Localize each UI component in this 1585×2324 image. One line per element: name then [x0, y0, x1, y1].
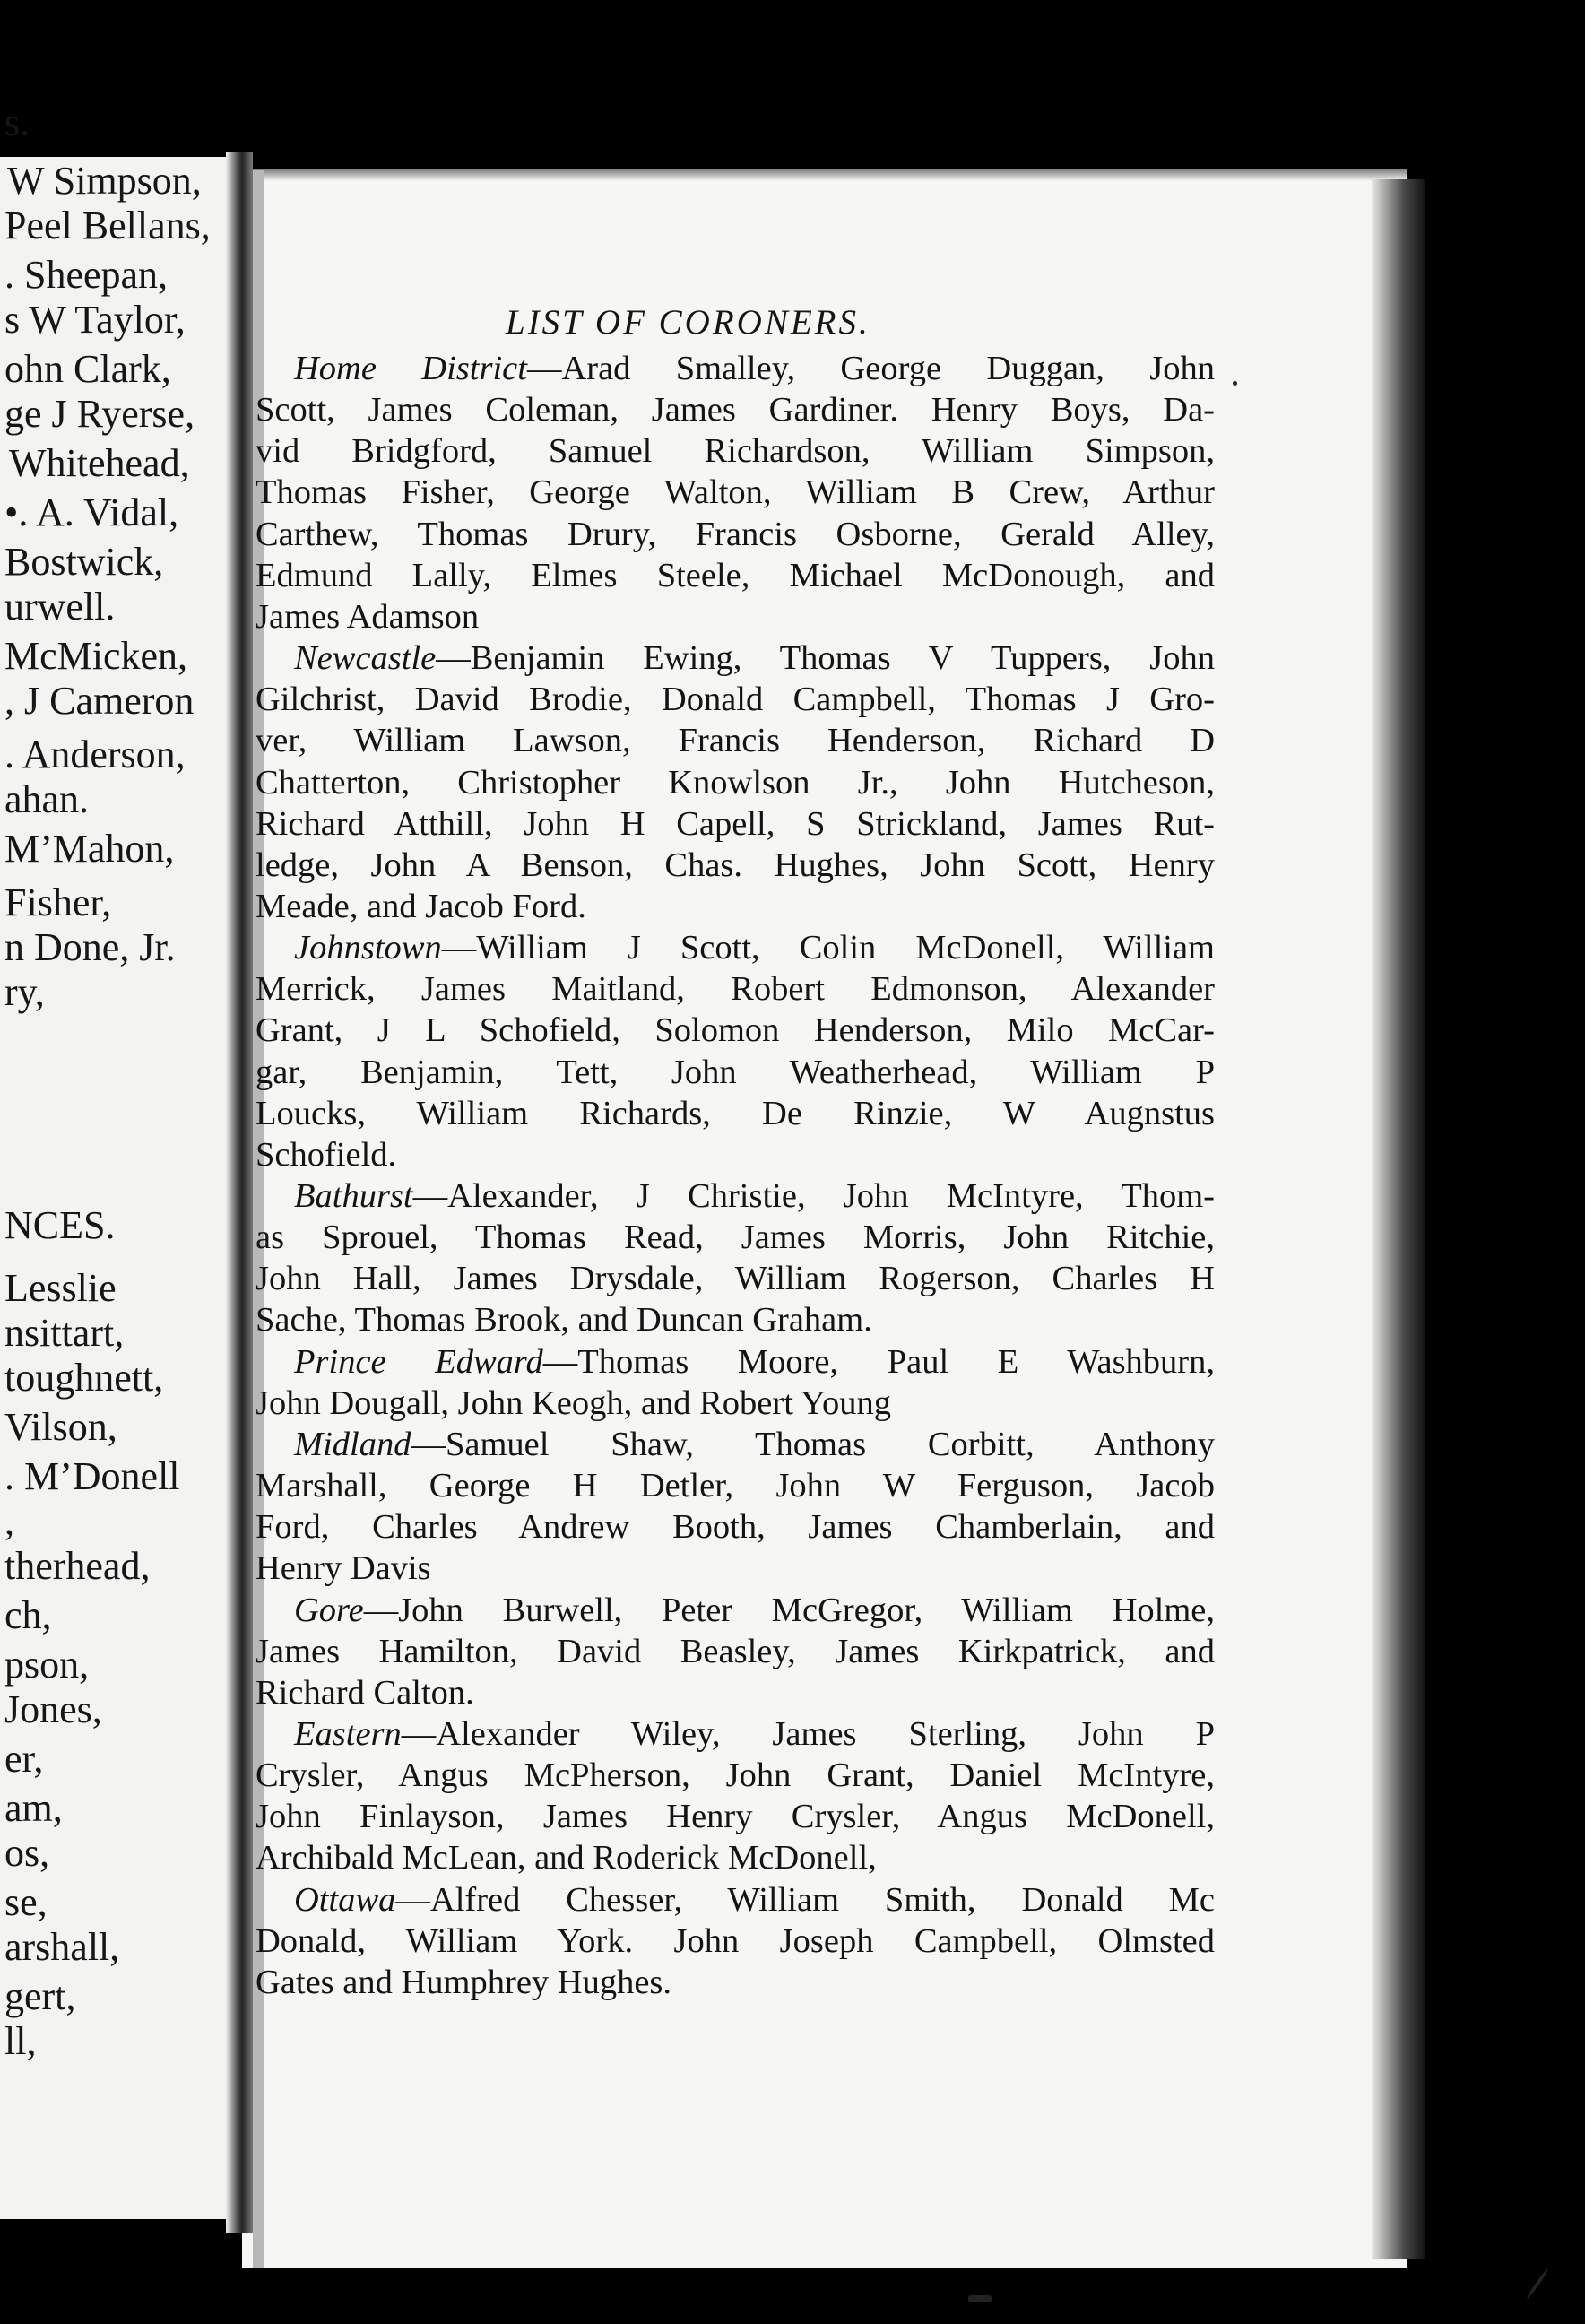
- line-text: —Alexander, J Christie, John McIntyre, Thom-: [412, 1177, 1215, 1215]
- line-text: —Alfred Chesser, William Smith, Donald Mc: [395, 1881, 1215, 1919]
- previous-page-line: er,: [4, 1737, 44, 1781]
- list-line: [256, 472, 1215, 513]
- line-text: John Finlayson, James Henry Crysler, Angus McDonell,: [256, 1798, 1215, 1835]
- previous-page-line: gert,: [4, 1974, 76, 2018]
- list-line: [256, 1134, 1215, 1175]
- district-entry-line: [294, 1424, 1215, 1465]
- district-entry-line: [294, 637, 1215, 679]
- line-text: Richard Atthill, John H Capell, S Strickland, James Rut-: [256, 805, 1215, 843]
- previous-page-fragment: [0, 100, 242, 2219]
- list-line: [256, 1755, 1215, 1796]
- previous-page-line: s.: [4, 100, 30, 144]
- previous-page-line: am,: [4, 1786, 63, 1830]
- previous-page-line: Peel Bellans,: [4, 204, 211, 247]
- district-name: Newcastle: [294, 639, 437, 677]
- district-entry-line: [294, 1879, 1215, 1921]
- previous-page-line: Whitehead,: [9, 441, 190, 485]
- previous-page-line: ahan.: [4, 777, 90, 821]
- line-text: Schofield.: [256, 1136, 397, 1174]
- line-text: ver, William Lawson, Francis Henderson, Richard D: [256, 722, 1215, 759]
- line-text: —Benjamin Ewing, Thomas V Tuppers, John: [436, 639, 1215, 677]
- previous-page-line: Jones,: [4, 1687, 102, 1731]
- district-name: Prince Edward: [294, 1343, 543, 1381]
- line-text: vid Bridgford, Samuel Richardson, William Simpson,: [256, 432, 1215, 470]
- line-text: —Alexander Wiley, James Sterling, John P: [401, 1715, 1215, 1753]
- previous-page-line: pson,: [4, 1643, 90, 1687]
- line-text: gar, Benjamin, Tett, John Weatherhead, William P: [256, 1054, 1215, 1091]
- list-line: [256, 514, 1215, 555]
- line-text: —Thomas Moore, Paul E Washburn,: [542, 1343, 1216, 1381]
- line-text: —Samuel Shaw, Thomas Corbitt, Anthony: [411, 1426, 1215, 1463]
- list-line: [256, 430, 1215, 472]
- previous-page-line: NCES.: [4, 1203, 116, 1247]
- list-line: [256, 389, 1215, 430]
- list-line: [256, 968, 1215, 1010]
- line-text: ledge, John A Benson, Chas. Hughes, John Scott, Henry: [256, 846, 1215, 884]
- line-text: John Hall, James Drysdale, William Rogerson, Charles H: [256, 1260, 1215, 1297]
- list-line: [256, 1465, 1215, 1506]
- line-text: Donald, William York. John Joseph Campbell, Olmsted: [256, 1922, 1215, 1960]
- list-line: [256, 1258, 1215, 1299]
- line-text: —William J Scott, Colin McDonell, William: [441, 929, 1215, 967]
- previous-page-line: arshall,: [4, 1925, 120, 1969]
- line-text: Richard Calton.: [256, 1674, 474, 1712]
- line-text: Loucks, William Richards, De Rinzie, W Augnstus: [256, 1095, 1215, 1132]
- previous-page-line: ge J Ryerse,: [4, 392, 195, 436]
- list-line: [256, 1052, 1215, 1093]
- previous-page-line: •. A. Vidal,: [4, 490, 179, 534]
- list-line: [256, 1837, 1215, 1878]
- district-entry-line: [294, 1175, 1215, 1217]
- district-entry-line: [294, 1713, 1215, 1755]
- list-line: [256, 1921, 1215, 1962]
- line-text: Marshall, George H Detler, John W Ferguson, Jacob: [256, 1467, 1215, 1505]
- list-line: [256, 679, 1215, 720]
- list-line: [256, 845, 1215, 886]
- previous-page-line: ,: [4, 1499, 14, 1543]
- previous-page-line: se,: [4, 1880, 48, 1924]
- line-text: Edmund Lally, Elmes Steele, Michael McDonough, and: [256, 557, 1215, 594]
- district-entry-line: [294, 1341, 1215, 1383]
- list-line: [256, 1383, 1215, 1424]
- list-line: [256, 555, 1215, 596]
- line-text: Scott, James Coleman, James Gardiner. Henry Boys, Da-: [256, 391, 1215, 429]
- previous-page-line: . Sheepan,: [4, 253, 169, 297]
- district-name: Home District: [294, 350, 527, 387]
- previous-page-line: n Done, Jr.: [4, 925, 176, 969]
- district-name: Eastern: [294, 1715, 402, 1753]
- list-line: [256, 803, 1215, 845]
- district-entry-line: [294, 348, 1215, 389]
- line-text: —Arad Smalley, George Duggan, John: [526, 350, 1215, 387]
- previous-page-line: McMicken,: [4, 634, 188, 678]
- previous-page-line: , J Cameron: [4, 679, 195, 723]
- district-entry-line: [294, 927, 1215, 968]
- list-line: [256, 1962, 1215, 2003]
- list-line: [256, 886, 1215, 927]
- list-line: [256, 1631, 1215, 1672]
- scan-speck: [1233, 381, 1237, 386]
- district-name: Midland: [294, 1426, 411, 1463]
- book-gutter: [226, 152, 253, 2233]
- line-text: Sache, Thomas Brook, and Duncan Graham.: [256, 1301, 872, 1339]
- line-text: James Adamson: [256, 598, 480, 636]
- line-text: Chatterton, Christopher Knowlson Jr., John Hutcheson,: [256, 764, 1215, 802]
- previous-page-line: toughnett,: [4, 1356, 164, 1400]
- line-text: John Dougall, John Keogh, and Robert Young: [256, 1384, 892, 1422]
- line-text: Gates and Humphrey Hughes.: [256, 1964, 672, 2001]
- page-right-edge: [1372, 179, 1425, 2259]
- previous-page-line: therhead,: [4, 1544, 151, 1588]
- previous-page-line: urwell.: [4, 585, 116, 629]
- line-text: Merrick, James Maitland, Robert Edmonson, Alexander: [256, 970, 1215, 1008]
- list-line: [256, 1217, 1215, 1258]
- district-name: Gore: [294, 1591, 364, 1629]
- district-name: Johnstown: [294, 929, 442, 967]
- previous-page-line: . M’Donell: [4, 1454, 180, 1498]
- list-line: [256, 1299, 1215, 1340]
- list-line: [256, 1548, 1215, 1589]
- line-text: —John Burwell, Peter McGregor, William Holme,: [363, 1591, 1215, 1629]
- previous-page-line: W Simpson,: [7, 159, 202, 203]
- scan-speck: [968, 2295, 992, 2302]
- page-title: LIST OF CORONERS.: [506, 303, 870, 342]
- previous-page-line: ll,: [4, 2019, 37, 2063]
- previous-page-line: os,: [4, 1831, 50, 1875]
- district-name: Bathurst: [294, 1177, 413, 1215]
- previous-page-line: Lesslie: [4, 1266, 117, 1310]
- list-line: [256, 1093, 1215, 1134]
- line-text: Archibald McLean, and Roderick McDonell,: [256, 1839, 877, 1877]
- list-line: [256, 762, 1215, 803]
- list-line: [256, 1672, 1215, 1713]
- list-line: [256, 720, 1215, 761]
- previous-page-line: ry,: [4, 970, 45, 1014]
- line-text: Gilchrist, David Brodie, Donald Campbell, Thomas J Gro-: [256, 681, 1215, 718]
- line-text: James Hamilton, David Beasley, James Kirkpatrick, and: [256, 1633, 1215, 1670]
- line-text: Meade, and Jacob Ford.: [256, 888, 586, 925]
- previous-page-line: s W Taylor,: [4, 298, 186, 342]
- previous-page-line: Bostwick,: [4, 540, 164, 584]
- scan-speck: [1526, 2268, 1549, 2299]
- line-text: Carthew, Thomas Drury, Francis Osborne, Gerald Alley,: [256, 516, 1215, 553]
- line-text: Crysler, Angus McPherson, John Grant, Daniel McIntyre,: [256, 1756, 1215, 1794]
- line-text: Henry Davis: [256, 1549, 431, 1587]
- line-text: Thomas Fisher, George Walton, William B Crew, Arthur: [256, 473, 1215, 511]
- district-name: Ottawa: [294, 1881, 396, 1919]
- previous-page-text: [0, 100, 242, 2219]
- line-text: as Sprouel, Thomas Read, James Morris, John Ritchie,: [256, 1218, 1215, 1256]
- list-line: [256, 596, 1215, 637]
- previous-page-line: M’Mahon,: [4, 827, 175, 871]
- previous-page-line: ohn Clark,: [4, 347, 171, 391]
- district-entry-line: [294, 1590, 1215, 1631]
- line-text: Ford, Charles Andrew Booth, James Chamberlain, and: [256, 1508, 1215, 1546]
- list-line: [256, 1796, 1215, 1837]
- list-line: [256, 1010, 1215, 1051]
- previous-page-line: Fisher,: [4, 880, 112, 924]
- previous-page-line: nsittart,: [4, 1311, 125, 1355]
- previous-page-line: ch,: [4, 1593, 52, 1637]
- page-top-shadow: [242, 169, 1407, 181]
- list-line: [256, 1506, 1215, 1548]
- line-text: Grant, J L Schofield, Solomon Henderson, Milo McCar-: [256, 1011, 1215, 1049]
- previous-page-line: Vilson,: [4, 1405, 117, 1449]
- previous-page-line: . Anderson,: [4, 733, 186, 776]
